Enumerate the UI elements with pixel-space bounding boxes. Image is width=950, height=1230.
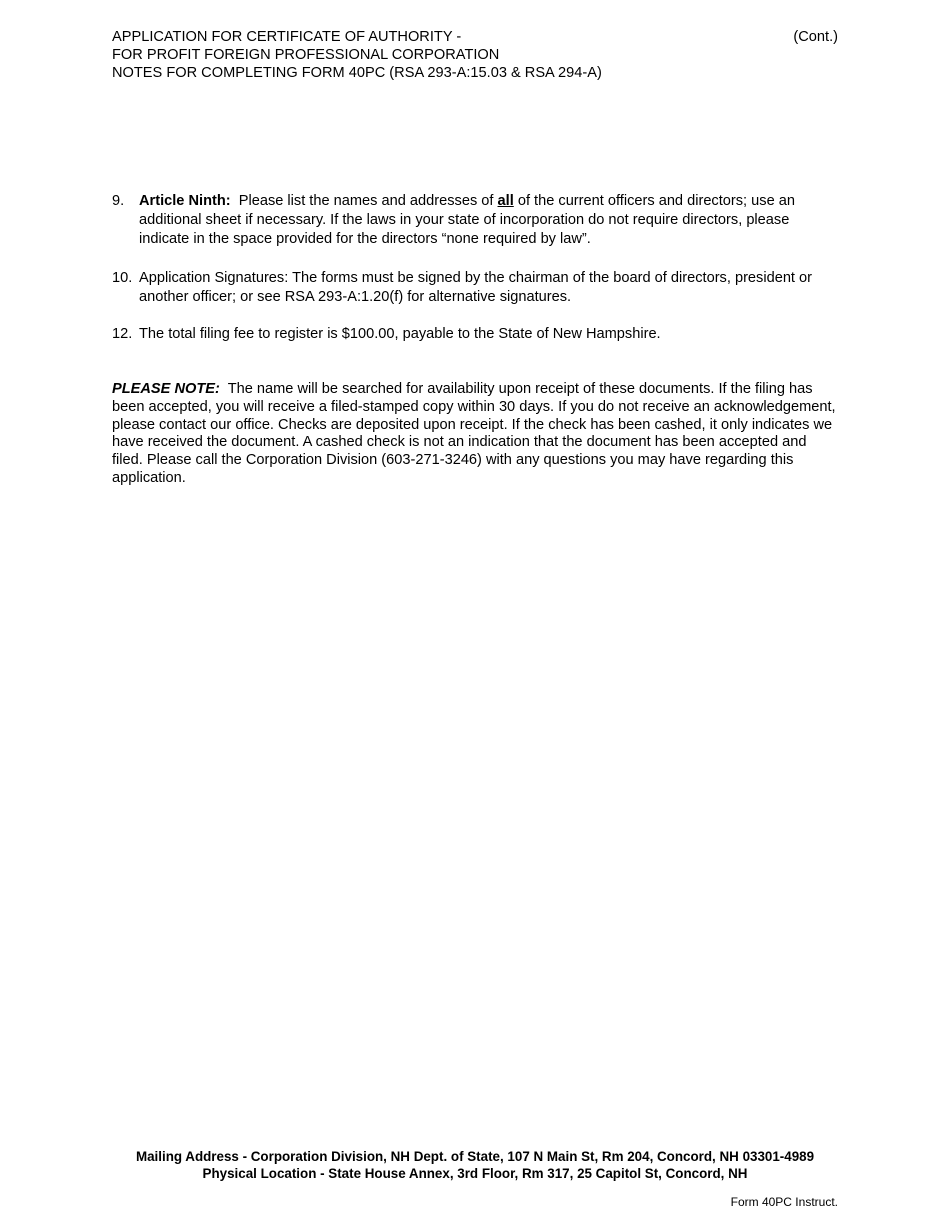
item-title: Article Ninth: <box>139 193 231 209</box>
note-item-9 <box>112 192 838 249</box>
note-item-12 <box>112 325 838 344</box>
item-body <box>139 192 838 249</box>
header-title-line-2: FOR PROFIT FOREIGN PROFESSIONAL CORPORATION <box>112 47 500 63</box>
item-text-b: of the current officers and directors; use an additional sheet if necessary. If the laws in your state of incorporation do not require directors, please indicate in the space provided for the directors “none required by law”. <box>139 193 795 247</box>
item-body: Application Signatures: The forms must be signed by the chairman of the board of directors, president or another officer; or see RSA 293-A:1.20(f) for alternative signatures. <box>139 270 813 305</box>
physical-location: Physical Location - State House Annex, 3rd Floor, Rm 317, 25 Capitol St, Concord, NH <box>202 1165 748 1181</box>
header-title-line-3: NOTES FOR COMPLETING FORM 40PC (RSA 293-A:15.03 & RSA 294-A) <box>112 65 602 81</box>
note-item-10 <box>112 269 838 307</box>
please-note-label: PLEASE NOTE: <box>112 381 220 397</box>
item-number: 12. <box>112 326 133 342</box>
item-number: 9. <box>112 193 125 209</box>
item-number: 10. <box>112 270 133 286</box>
header-title-line-1: APPLICATION FOR CERTIFICATE OF AUTHORITY - <box>112 29 462 45</box>
document-header <box>112 28 838 82</box>
footer-addresses <box>0 1149 950 1182</box>
form-reference: Form 40PC Instruct. <box>730 1195 838 1209</box>
item-text-a: Please list the names and addresses of <box>238 193 494 209</box>
please-note-text: The name will be searched for availability upon receipt of these documents. If the filing has been accepted, you will receive a filed-stamped copy within 30 days. If you do not receive an acknowledgement, please contact our office. Checks are deposited upon receipt. If the check has been cashed, it only indicates we have received the document. A cashed check is not an indication that the document has been accepted and filed. Please call the Corporation Division (603-271-3246) with any questions you may have regarding this application. <box>112 381 836 486</box>
item-body: The total filing fee to register is $100.00, payable to the State of New Hampshire. <box>139 326 661 342</box>
item-emphasis: all <box>497 193 514 209</box>
please-note-paragraph <box>112 381 838 488</box>
mailing-address: Mailing Address - Corporation Division, NH Dept. of State, 107 N Main St, Rm 204, Concord, NH 03301-4989 <box>135 1149 815 1164</box>
continued-label: (Cont.) <box>793 29 838 45</box>
